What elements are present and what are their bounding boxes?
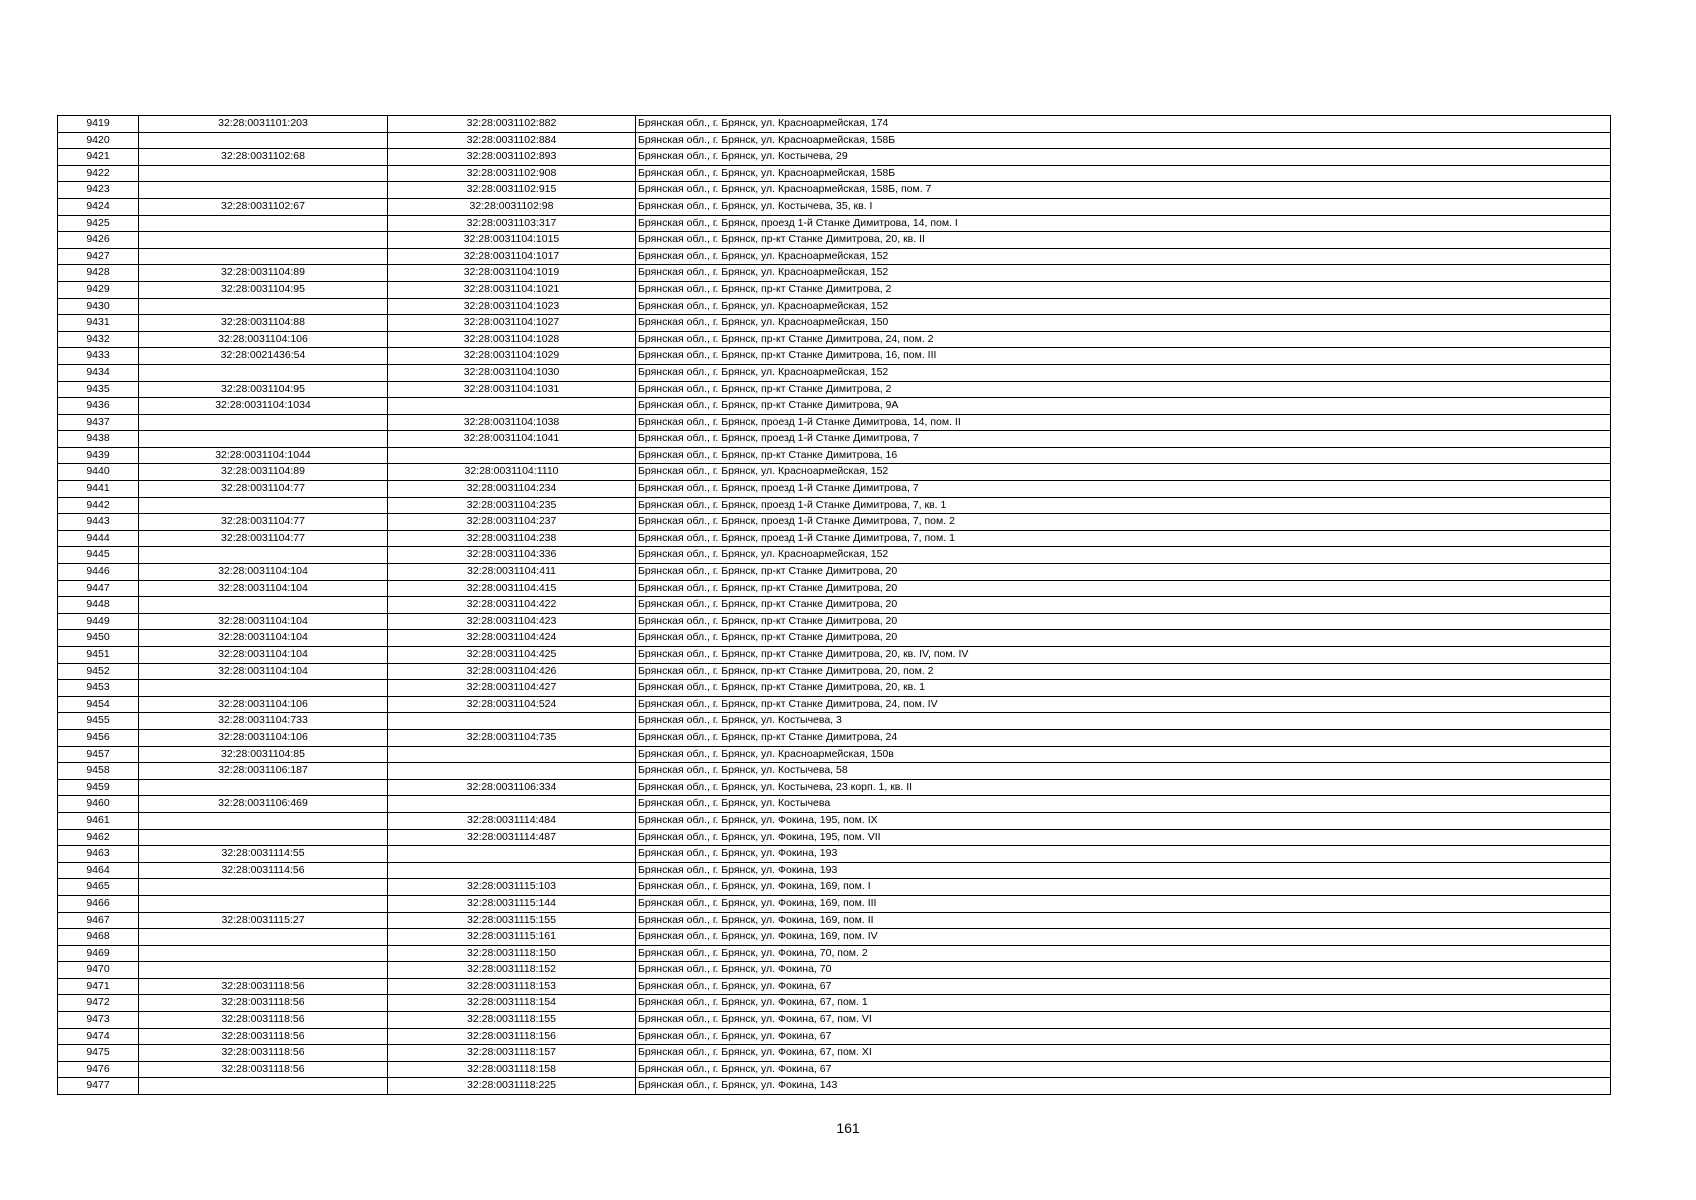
row-number-cell: 9421 — [58, 149, 139, 166]
land-plot-number-cell: 32:28:0031104:1044 — [139, 447, 388, 464]
address-cell: Брянская обл., г. Брянск, ул. Костычева, 29 — [636, 149, 1611, 166]
row-number-cell: 9472 — [58, 995, 139, 1012]
address-cell: Брянская обл., г. Брянск, ул. Фокина, 169, пом. I — [636, 879, 1611, 896]
land-plot-number-cell — [139, 165, 388, 182]
row-number-cell: 9468 — [58, 929, 139, 946]
land-plot-number-cell — [139, 962, 388, 979]
row-number-cell: 9476 — [58, 1061, 139, 1078]
building-number-cell: 32:28:0031104:415 — [388, 580, 636, 597]
building-number-cell: 32:28:0031118:158 — [388, 1061, 636, 1078]
address-cell: Брянская обл., г. Брянск, пр-кт Станке Димитрова, 24, пом. 2 — [636, 331, 1611, 348]
address-cell: Брянская обл., г. Брянск, пр-кт Станке Димитрова, 2 — [636, 281, 1611, 298]
land-plot-number-cell — [139, 829, 388, 846]
building-number-cell: 32:28:0031104:1028 — [388, 331, 636, 348]
building-number-cell: 32:28:0031104:427 — [388, 680, 636, 697]
building-number-cell: 32:28:0031114:487 — [388, 829, 636, 846]
table-row — [58, 630, 1611, 647]
building-number-cell: 32:28:0031118:155 — [388, 1012, 636, 1029]
building-number-cell: 32:28:0031106:334 — [388, 779, 636, 796]
table-row — [58, 812, 1611, 829]
table-row — [58, 613, 1611, 630]
address-cell: Брянская обл., г. Брянск, ул. Фокина, 169, пом. III — [636, 895, 1611, 912]
building-number-cell: 32:28:0031104:423 — [388, 613, 636, 630]
table-row — [58, 481, 1611, 498]
table-row — [58, 1061, 1611, 1078]
address-cell: Брянская обл., г. Брянск, пр-кт Станке Димитрова, 20, пом. 2 — [636, 663, 1611, 680]
row-number-cell: 9471 — [58, 978, 139, 995]
table-row — [58, 182, 1611, 199]
building-number-cell: 32:28:0031104:1021 — [388, 281, 636, 298]
row-number-cell: 9429 — [58, 281, 139, 298]
address-cell: Брянская обл., г. Брянск, пр-кт Станке Димитрова, 20, кв. II — [636, 232, 1611, 249]
table-row — [58, 514, 1611, 531]
table-row — [58, 281, 1611, 298]
row-number-cell: 9460 — [58, 796, 139, 813]
table-row — [58, 547, 1611, 564]
table-row — [58, 647, 1611, 664]
land-plot-number-cell: 32:28:0031118:56 — [139, 1061, 388, 1078]
address-cell: Брянская обл., г. Брянск, ул. Фокина, 169, пом. II — [636, 912, 1611, 929]
row-number-cell: 9432 — [58, 331, 139, 348]
address-cell: Брянская обл., г. Брянск, пр-кт Станке Димитрова, 20 — [636, 597, 1611, 614]
building-number-cell: 32:28:0031118:154 — [388, 995, 636, 1012]
row-number-cell: 9435 — [58, 381, 139, 398]
table-row — [58, 398, 1611, 415]
building-number-cell: 32:28:0031104:238 — [388, 530, 636, 547]
table-row — [58, 215, 1611, 232]
table-row — [58, 447, 1611, 464]
address-cell: Брянская обл., г. Брянск, ул. Фокина, 193 — [636, 846, 1611, 863]
registry-table — [57, 115, 1611, 1095]
address-cell: Брянская обл., г. Брянск, ул. Красноармейская, 158Б — [636, 165, 1611, 182]
address-cell: Брянская обл., г. Брянск, пр-кт Станке Димитрова, 20 — [636, 613, 1611, 630]
address-cell: Брянская обл., г. Брянск, пр-кт Станке Димитрова, 9А — [636, 398, 1611, 415]
land-plot-number-cell — [139, 232, 388, 249]
row-number-cell: 9477 — [58, 1078, 139, 1095]
building-number-cell: 32:28:0031104:235 — [388, 497, 636, 514]
building-number-cell: 32:28:0031102:908 — [388, 165, 636, 182]
building-number-cell: 32:28:0031104:1030 — [388, 364, 636, 381]
address-cell: Брянская обл., г. Брянск, ул. Красноармейская, 158Б, пом. 7 — [636, 182, 1611, 199]
table-row — [58, 1045, 1611, 1062]
row-number-cell: 9463 — [58, 846, 139, 863]
table-row — [58, 116, 1611, 133]
address-cell: Брянская обл., г. Брянск, ул. Красноармейская, 152 — [636, 547, 1611, 564]
building-number-cell: 32:28:0031115:103 — [388, 879, 636, 896]
land-plot-number-cell: 32:28:0031102:68 — [139, 149, 388, 166]
row-number-cell: 9443 — [58, 514, 139, 531]
land-plot-number-cell — [139, 812, 388, 829]
address-cell: Брянская обл., г. Брянск, проезд 1-й Станке Димитрова, 7 — [636, 431, 1611, 448]
row-number-cell: 9425 — [58, 215, 139, 232]
building-number-cell: 32:28:0031104:1017 — [388, 248, 636, 265]
address-cell: Брянская обл., г. Брянск, ул. Фокина, 70, пом. 2 — [636, 945, 1611, 962]
row-number-cell: 9457 — [58, 746, 139, 763]
building-number-cell: 32:28:0031102:893 — [388, 149, 636, 166]
building-number-cell — [388, 713, 636, 730]
table-row — [58, 763, 1611, 780]
land-plot-number-cell: 32:28:0031118:56 — [139, 978, 388, 995]
row-number-cell: 9422 — [58, 165, 139, 182]
address-cell: Брянская обл., г. Брянск, ул. Фокина, 195, пом. IX — [636, 812, 1611, 829]
address-cell: Брянская обл., г. Брянск, пр-кт Станке Димитрова, 20 — [636, 630, 1611, 647]
address-cell: Брянская обл., г. Брянск, ул. Фокина, 67 — [636, 1028, 1611, 1045]
address-cell: Брянская обл., г. Брянск, ул. Фокина, 67, пом. 1 — [636, 995, 1611, 1012]
row-number-cell: 9424 — [58, 198, 139, 215]
address-cell: Брянская обл., г. Брянск, проезд 1-й Станке Димитрова, 7 — [636, 481, 1611, 498]
land-plot-number-cell: 32:28:0031118:56 — [139, 1012, 388, 1029]
land-plot-number-cell: 32:28:0031115:27 — [139, 912, 388, 929]
land-plot-number-cell: 32:28:0031104:104 — [139, 580, 388, 597]
land-plot-number-cell: 32:28:0031104:104 — [139, 564, 388, 581]
address-cell: Брянская обл., г. Брянск, пр-кт Станке Димитрова, 16, пом. III — [636, 348, 1611, 365]
table-row — [58, 597, 1611, 614]
land-plot-number-cell: 32:28:0031104:104 — [139, 647, 388, 664]
land-plot-number-cell: 32:28:0031104:104 — [139, 630, 388, 647]
row-number-cell: 9454 — [58, 696, 139, 713]
table-row — [58, 829, 1611, 846]
table-row — [58, 879, 1611, 896]
address-cell: Брянская обл., г. Брянск, ул. Красноармейская, 152 — [636, 364, 1611, 381]
table-row — [58, 364, 1611, 381]
row-number-cell: 9436 — [58, 398, 139, 415]
table-row — [58, 912, 1611, 929]
address-cell: Брянская обл., г. Брянск, ул. Костычева, 23 корп. 1, кв. II — [636, 779, 1611, 796]
table-row — [58, 232, 1611, 249]
row-number-cell: 9467 — [58, 912, 139, 929]
building-number-cell: 32:28:0031103:317 — [388, 215, 636, 232]
building-number-cell: 32:28:0031104:524 — [388, 696, 636, 713]
land-plot-number-cell: 32:28:0031104:77 — [139, 530, 388, 547]
row-number-cell: 9458 — [58, 763, 139, 780]
table-row — [58, 464, 1611, 481]
table-row — [58, 696, 1611, 713]
address-cell: Брянская обл., г. Брянск, ул. Красноармейская, 152 — [636, 464, 1611, 481]
table-row — [58, 962, 1611, 979]
address-cell: Брянская обл., г. Брянск, пр-кт Станке Димитрова, 2 — [636, 381, 1611, 398]
address-cell: Брянская обл., г. Брянск, проезд 1-й Станке Димитрова, 7, пом. 1 — [636, 530, 1611, 547]
land-plot-number-cell: 32:28:0031104:89 — [139, 265, 388, 282]
address-cell: Брянская обл., г. Брянск, ул. Костычева, 3 — [636, 713, 1611, 730]
row-number-cell: 9440 — [58, 464, 139, 481]
row-number-cell: 9423 — [58, 182, 139, 199]
address-cell: Брянская обл., г. Брянск, ул. Фокина, 67 — [636, 978, 1611, 995]
land-plot-number-cell — [139, 132, 388, 149]
building-number-cell: 32:28:0031104:735 — [388, 729, 636, 746]
land-plot-number-cell — [139, 680, 388, 697]
table-row — [58, 564, 1611, 581]
row-number-cell: 9459 — [58, 779, 139, 796]
row-number-cell: 9441 — [58, 481, 139, 498]
page-number: 161 — [836, 1120, 860, 1136]
land-plot-number-cell: 32:28:0031106:469 — [139, 796, 388, 813]
land-plot-number-cell: 32:28:0031104:733 — [139, 713, 388, 730]
row-number-cell: 9461 — [58, 812, 139, 829]
address-cell: Брянская обл., г. Брянск, ул. Красноармейская, 174 — [636, 116, 1611, 133]
address-cell: Брянская обл., г. Брянск, ул. Костычева, 35, кв. I — [636, 198, 1611, 215]
building-number-cell: 32:28:0031102:882 — [388, 116, 636, 133]
table-row — [58, 381, 1611, 398]
building-number-cell: 32:28:0031115:144 — [388, 895, 636, 912]
table-row — [58, 1078, 1611, 1095]
land-plot-number-cell: 32:28:0021436:54 — [139, 348, 388, 365]
address-cell: Брянская обл., г. Брянск, ул. Фокина, 67 — [636, 1061, 1611, 1078]
building-number-cell — [388, 862, 636, 879]
address-cell: Брянская обл., г. Брянск, ул. Красноармейская, 152 — [636, 265, 1611, 282]
address-cell: Брянская обл., г. Брянск, ул. Фокина, 169, пом. IV — [636, 929, 1611, 946]
row-number-cell: 9456 — [58, 729, 139, 746]
row-number-cell: 9438 — [58, 431, 139, 448]
table-row — [58, 945, 1611, 962]
table-row — [58, 1012, 1611, 1029]
address-cell: Брянская обл., г. Брянск, ул. Красноармейская, 158Б — [636, 132, 1611, 149]
registry-table-body — [58, 116, 1611, 1095]
land-plot-number-cell: 32:28:0031104:95 — [139, 381, 388, 398]
land-plot-number-cell: 32:28:0031101:203 — [139, 116, 388, 133]
land-plot-number-cell: 32:28:0031104:106 — [139, 696, 388, 713]
land-plot-number-cell: 32:28:0031114:55 — [139, 846, 388, 863]
address-cell: Брянская обл., г. Брянск, ул. Фокина, 67, пом. XI — [636, 1045, 1611, 1062]
building-number-cell — [388, 746, 636, 763]
land-plot-number-cell — [139, 929, 388, 946]
land-plot-number-cell: 32:28:0031118:56 — [139, 1045, 388, 1062]
land-plot-number-cell — [139, 431, 388, 448]
building-number-cell — [388, 846, 636, 863]
table-row — [58, 929, 1611, 946]
row-number-cell: 9474 — [58, 1028, 139, 1045]
land-plot-number-cell — [139, 414, 388, 431]
table-row — [58, 1028, 1611, 1045]
table-row — [58, 713, 1611, 730]
table-row — [58, 995, 1611, 1012]
building-number-cell: 32:28:0031104:1015 — [388, 232, 636, 249]
address-cell: Брянская обл., г. Брянск, проезд 1-й Станке Димитрова, 14, пом. I — [636, 215, 1611, 232]
building-number-cell: 32:28:0031118:152 — [388, 962, 636, 979]
building-number-cell: 32:28:0031104:1110 — [388, 464, 636, 481]
land-plot-number-cell: 32:28:0031104:85 — [139, 746, 388, 763]
building-number-cell: 32:28:0031104:1031 — [388, 381, 636, 398]
building-number-cell: 32:28:0031104:1027 — [388, 315, 636, 332]
row-number-cell: 9450 — [58, 630, 139, 647]
table-row — [58, 331, 1611, 348]
address-cell: Брянская обл., г. Брянск, пр-кт Станке Димитрова, 24, пом. IV — [636, 696, 1611, 713]
row-number-cell: 9452 — [58, 663, 139, 680]
row-number-cell: 9430 — [58, 298, 139, 315]
table-row — [58, 846, 1611, 863]
building-number-cell: 32:28:0031104:425 — [388, 647, 636, 664]
land-plot-number-cell: 32:28:0031114:56 — [139, 862, 388, 879]
building-number-cell — [388, 447, 636, 464]
address-cell: Брянская обл., г. Брянск, проезд 1-й Станке Димитрова, 14, пом. II — [636, 414, 1611, 431]
row-number-cell: 9469 — [58, 945, 139, 962]
table-row — [58, 431, 1611, 448]
building-number-cell: 32:28:0031104:1023 — [388, 298, 636, 315]
building-number-cell: 32:28:0031118:156 — [388, 1028, 636, 1045]
address-cell: Брянская обл., г. Брянск, пр-кт Станке Димитрова, 24 — [636, 729, 1611, 746]
table-row — [58, 580, 1611, 597]
table-row — [58, 680, 1611, 697]
row-number-cell: 9439 — [58, 447, 139, 464]
table-row — [58, 414, 1611, 431]
land-plot-number-cell: 32:28:0031104:1034 — [139, 398, 388, 415]
land-plot-number-cell: 32:28:0031118:56 — [139, 1028, 388, 1045]
building-number-cell — [388, 796, 636, 813]
table-row — [58, 165, 1611, 182]
table-row — [58, 729, 1611, 746]
address-cell: Брянская обл., г. Брянск, проезд 1-й Станке Димитрова, 7, кв. 1 — [636, 497, 1611, 514]
address-cell: Брянская обл., г. Брянск, пр-кт Станке Димитрова, 16 — [636, 447, 1611, 464]
land-plot-number-cell — [139, 298, 388, 315]
building-number-cell: 32:28:0031104:424 — [388, 630, 636, 647]
address-cell: Брянская обл., г. Брянск, ул. Фокина, 70 — [636, 962, 1611, 979]
building-number-cell: 32:28:0031102:98 — [388, 198, 636, 215]
land-plot-number-cell: 32:28:0031104:104 — [139, 613, 388, 630]
address-cell: Брянская обл., г. Брянск, ул. Фокина, 67, пом. VI — [636, 1012, 1611, 1029]
land-plot-number-cell: 32:28:0031102:67 — [139, 198, 388, 215]
land-plot-number-cell: 32:28:0031104:89 — [139, 464, 388, 481]
row-number-cell: 9473 — [58, 1012, 139, 1029]
building-number-cell: 32:28:0031104:426 — [388, 663, 636, 680]
address-cell: Брянская обл., г. Брянск, ул. Красноармейская, 150 — [636, 315, 1611, 332]
land-plot-number-cell: 32:28:0031104:106 — [139, 729, 388, 746]
table-row — [58, 198, 1611, 215]
building-number-cell: 32:28:0031104:1038 — [388, 414, 636, 431]
building-number-cell: 32:28:0031102:884 — [388, 132, 636, 149]
row-number-cell: 9419 — [58, 116, 139, 133]
row-number-cell: 9428 — [58, 265, 139, 282]
table-row — [58, 298, 1611, 315]
address-cell: Брянская обл., г. Брянск, ул. Красноармейская, 152 — [636, 298, 1611, 315]
land-plot-number-cell — [139, 597, 388, 614]
table-row — [58, 149, 1611, 166]
row-number-cell: 9433 — [58, 348, 139, 365]
land-plot-number-cell — [139, 248, 388, 265]
building-number-cell: 32:28:0031114:484 — [388, 812, 636, 829]
address-cell: Брянская обл., г. Брянск, пр-кт Станке Димитрова, 20 — [636, 564, 1611, 581]
land-plot-number-cell: 32:28:0031104:106 — [139, 331, 388, 348]
row-number-cell: 9426 — [58, 232, 139, 249]
row-number-cell: 9445 — [58, 547, 139, 564]
land-plot-number-cell: 32:28:0031104:95 — [139, 281, 388, 298]
land-plot-number-cell — [139, 497, 388, 514]
address-cell: Брянская обл., г. Брянск, ул. Фокина, 195, пом. VII — [636, 829, 1611, 846]
address-cell: Брянская обл., г. Брянск, ул. Фокина, 143 — [636, 1078, 1611, 1095]
row-number-cell: 9446 — [58, 564, 139, 581]
row-number-cell: 9466 — [58, 895, 139, 912]
address-cell: Брянская обл., г. Брянск, пр-кт Станке Димитрова, 20 — [636, 580, 1611, 597]
address-cell: Брянская обл., г. Брянск, ул. Красноармейская, 152 — [636, 248, 1611, 265]
row-number-cell: 9434 — [58, 364, 139, 381]
land-plot-number-cell: 32:28:0031104:77 — [139, 481, 388, 498]
building-number-cell: 32:28:0031118:157 — [388, 1045, 636, 1062]
land-plot-number-cell — [139, 879, 388, 896]
land-plot-number-cell — [139, 1078, 388, 1095]
building-number-cell: 32:28:0031104:1041 — [388, 431, 636, 448]
table-row — [58, 497, 1611, 514]
land-plot-number-cell — [139, 182, 388, 199]
table-row — [58, 248, 1611, 265]
row-number-cell: 9427 — [58, 248, 139, 265]
address-cell: Брянская обл., г. Брянск, пр-кт Станке Димитрова, 20, кв. 1 — [636, 680, 1611, 697]
address-cell: Брянская обл., г. Брянск, ул. Красноармейская, 150в — [636, 746, 1611, 763]
building-number-cell: 32:28:0031104:234 — [388, 481, 636, 498]
table-row — [58, 978, 1611, 995]
row-number-cell: 9455 — [58, 713, 139, 730]
land-plot-number-cell: 32:28:0031104:104 — [139, 663, 388, 680]
building-number-cell: 32:28:0031104:422 — [388, 597, 636, 614]
table-row — [58, 796, 1611, 813]
row-number-cell: 9465 — [58, 879, 139, 896]
row-number-cell: 9437 — [58, 414, 139, 431]
row-number-cell: 9475 — [58, 1045, 139, 1062]
address-cell: Брянская обл., г. Брянск, ул. Фокина, 193 — [636, 862, 1611, 879]
row-number-cell: 9448 — [58, 597, 139, 614]
table-row — [58, 265, 1611, 282]
row-number-cell: 9453 — [58, 680, 139, 697]
row-number-cell: 9470 — [58, 962, 139, 979]
table-row — [58, 348, 1611, 365]
building-number-cell: 32:28:0031102:915 — [388, 182, 636, 199]
building-number-cell: 32:28:0031118:150 — [388, 945, 636, 962]
table-row — [58, 663, 1611, 680]
land-plot-number-cell — [139, 364, 388, 381]
table-row — [58, 862, 1611, 879]
land-plot-number-cell: 32:28:0031104:88 — [139, 315, 388, 332]
row-number-cell: 9449 — [58, 613, 139, 630]
building-number-cell: 32:28:0031104:1019 — [388, 265, 636, 282]
land-plot-number-cell — [139, 779, 388, 796]
address-cell: Брянская обл., г. Брянск, пр-кт Станке Димитрова, 20, кв. IV, пом. IV — [636, 647, 1611, 664]
building-number-cell: 32:28:0031104:411 — [388, 564, 636, 581]
land-plot-number-cell — [139, 945, 388, 962]
row-number-cell: 9462 — [58, 829, 139, 846]
land-plot-number-cell: 32:28:0031118:56 — [139, 995, 388, 1012]
land-plot-number-cell — [139, 547, 388, 564]
table-row — [58, 895, 1611, 912]
building-number-cell — [388, 398, 636, 415]
building-number-cell: 32:28:0031118:225 — [388, 1078, 636, 1095]
building-number-cell: 32:28:0031104:1029 — [388, 348, 636, 365]
row-number-cell: 9442 — [58, 497, 139, 514]
address-cell: Брянская обл., г. Брянск, ул. Костычева, 58 — [636, 763, 1611, 780]
table-row — [58, 132, 1611, 149]
land-plot-number-cell — [139, 215, 388, 232]
building-number-cell: 32:28:0031115:155 — [388, 912, 636, 929]
table-row — [58, 746, 1611, 763]
table-row — [58, 530, 1611, 547]
address-cell: Брянская обл., г. Брянск, ул. Костычева — [636, 796, 1611, 813]
building-number-cell: 32:28:0031104:336 — [388, 547, 636, 564]
row-number-cell: 9451 — [58, 647, 139, 664]
building-number-cell: 32:28:0031104:237 — [388, 514, 636, 531]
row-number-cell: 9464 — [58, 862, 139, 879]
row-number-cell: 9447 — [58, 580, 139, 597]
address-cell: Брянская обл., г. Брянск, проезд 1-й Станке Димитрова, 7, пом. 2 — [636, 514, 1611, 531]
row-number-cell: 9444 — [58, 530, 139, 547]
building-number-cell — [388, 763, 636, 780]
table-row — [58, 315, 1611, 332]
row-number-cell: 9420 — [58, 132, 139, 149]
building-number-cell: 32:28:0031115:161 — [388, 929, 636, 946]
land-plot-number-cell: 32:28:0031106:187 — [139, 763, 388, 780]
building-number-cell: 32:28:0031118:153 — [388, 978, 636, 995]
land-plot-number-cell — [139, 895, 388, 912]
land-plot-number-cell: 32:28:0031104:77 — [139, 514, 388, 531]
row-number-cell: 9431 — [58, 315, 139, 332]
table-row — [58, 779, 1611, 796]
